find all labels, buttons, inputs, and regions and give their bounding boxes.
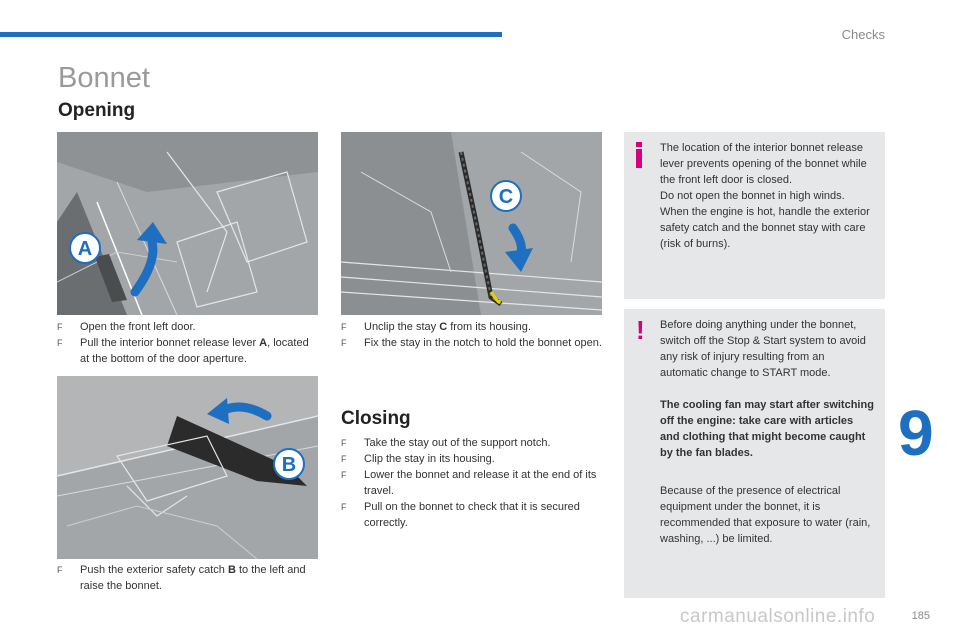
photo-release-lever bbox=[57, 132, 318, 315]
opening-steps-b bbox=[57, 562, 319, 594]
warning-note-text-2: The cooling fan may start after switching off the engine: take care with articles and clothing that might become caught by the fan blades. bbox=[660, 399, 874, 459]
warning-note-text-1: Before doing anything under the bonnet, switch off the Stop & Start system to avoid any risk of injury resulting from an automatic change to START mode. bbox=[660, 319, 866, 379]
callout-c-label: C bbox=[498, 186, 514, 208]
list-item: F Open the front left door. bbox=[57, 321, 196, 333]
info-note-text-2: Do not open the bonnet in high winds. When the engine is hot, handle the exterior safety catch and the bonnet stay with care (risk of burns). bbox=[660, 190, 870, 250]
page-title: Bonnet bbox=[58, 62, 150, 94]
bullet-icon: F bbox=[341, 338, 347, 348]
chapter-number: 9 bbox=[898, 397, 934, 469]
list-item: F Pull the interior bonnet release lever A, located at the bottom of the door aperture. bbox=[57, 337, 309, 365]
bullet-icon: F bbox=[341, 454, 347, 464]
section-name: Checks bbox=[841, 27, 885, 42]
warning-icon: ! bbox=[636, 315, 645, 345]
info-note-text-1: The location of the interior bonnet release lever prevents opening of the bonnet while the front left door is closed. bbox=[660, 142, 867, 186]
closing-heading: Closing bbox=[341, 408, 411, 429]
watermark: carmanualsonline.info bbox=[680, 606, 876, 627]
bullet-icon: F bbox=[341, 470, 347, 480]
warning-note bbox=[624, 309, 885, 598]
list-item: F Take the stay out of the support notch. bbox=[341, 437, 551, 449]
list-item: F Clip the stay in its housing. bbox=[341, 453, 495, 465]
info-icon bbox=[636, 142, 642, 168]
callout-b-label: B bbox=[281, 454, 297, 476]
page-number: 185 bbox=[911, 610, 930, 622]
list-item: F Push the exterior safety catch B to the left and raise the bonnet. bbox=[57, 564, 306, 592]
warning-note-text-3: Because of the presence of electrical equipment under the bonnet, it is recommended that exposure to water (rain, washing, ...) be limited. bbox=[660, 485, 871, 545]
bullet-icon: F bbox=[341, 438, 347, 448]
bullet-icon: F bbox=[57, 322, 63, 332]
list-item: F Unclip the stay C from its housing. bbox=[341, 321, 531, 333]
photo-safety-catch bbox=[57, 376, 318, 559]
list-item: F Pull on the bonnet to check that it is secured correctly. bbox=[341, 501, 580, 529]
opening-steps-a bbox=[57, 319, 319, 367]
opening-steps-c bbox=[341, 319, 603, 351]
header-accent-bar bbox=[0, 32, 502, 37]
bullet-icon: F bbox=[57, 565, 63, 575]
photo-bonnet-stay bbox=[341, 132, 602, 315]
info-note bbox=[624, 132, 885, 299]
bullet-icon: F bbox=[341, 502, 347, 512]
closing-steps bbox=[341, 435, 603, 531]
list-item: F Fix the stay in the notch to hold the bonnet open. bbox=[341, 337, 602, 349]
bullet-icon: F bbox=[57, 338, 63, 348]
opening-heading: Opening bbox=[58, 100, 136, 121]
callout-a-label: A bbox=[77, 238, 93, 260]
bullet-icon: F bbox=[341, 322, 347, 332]
list-item: F Lower the bonnet and release it at the end of its travel. bbox=[341, 469, 597, 497]
